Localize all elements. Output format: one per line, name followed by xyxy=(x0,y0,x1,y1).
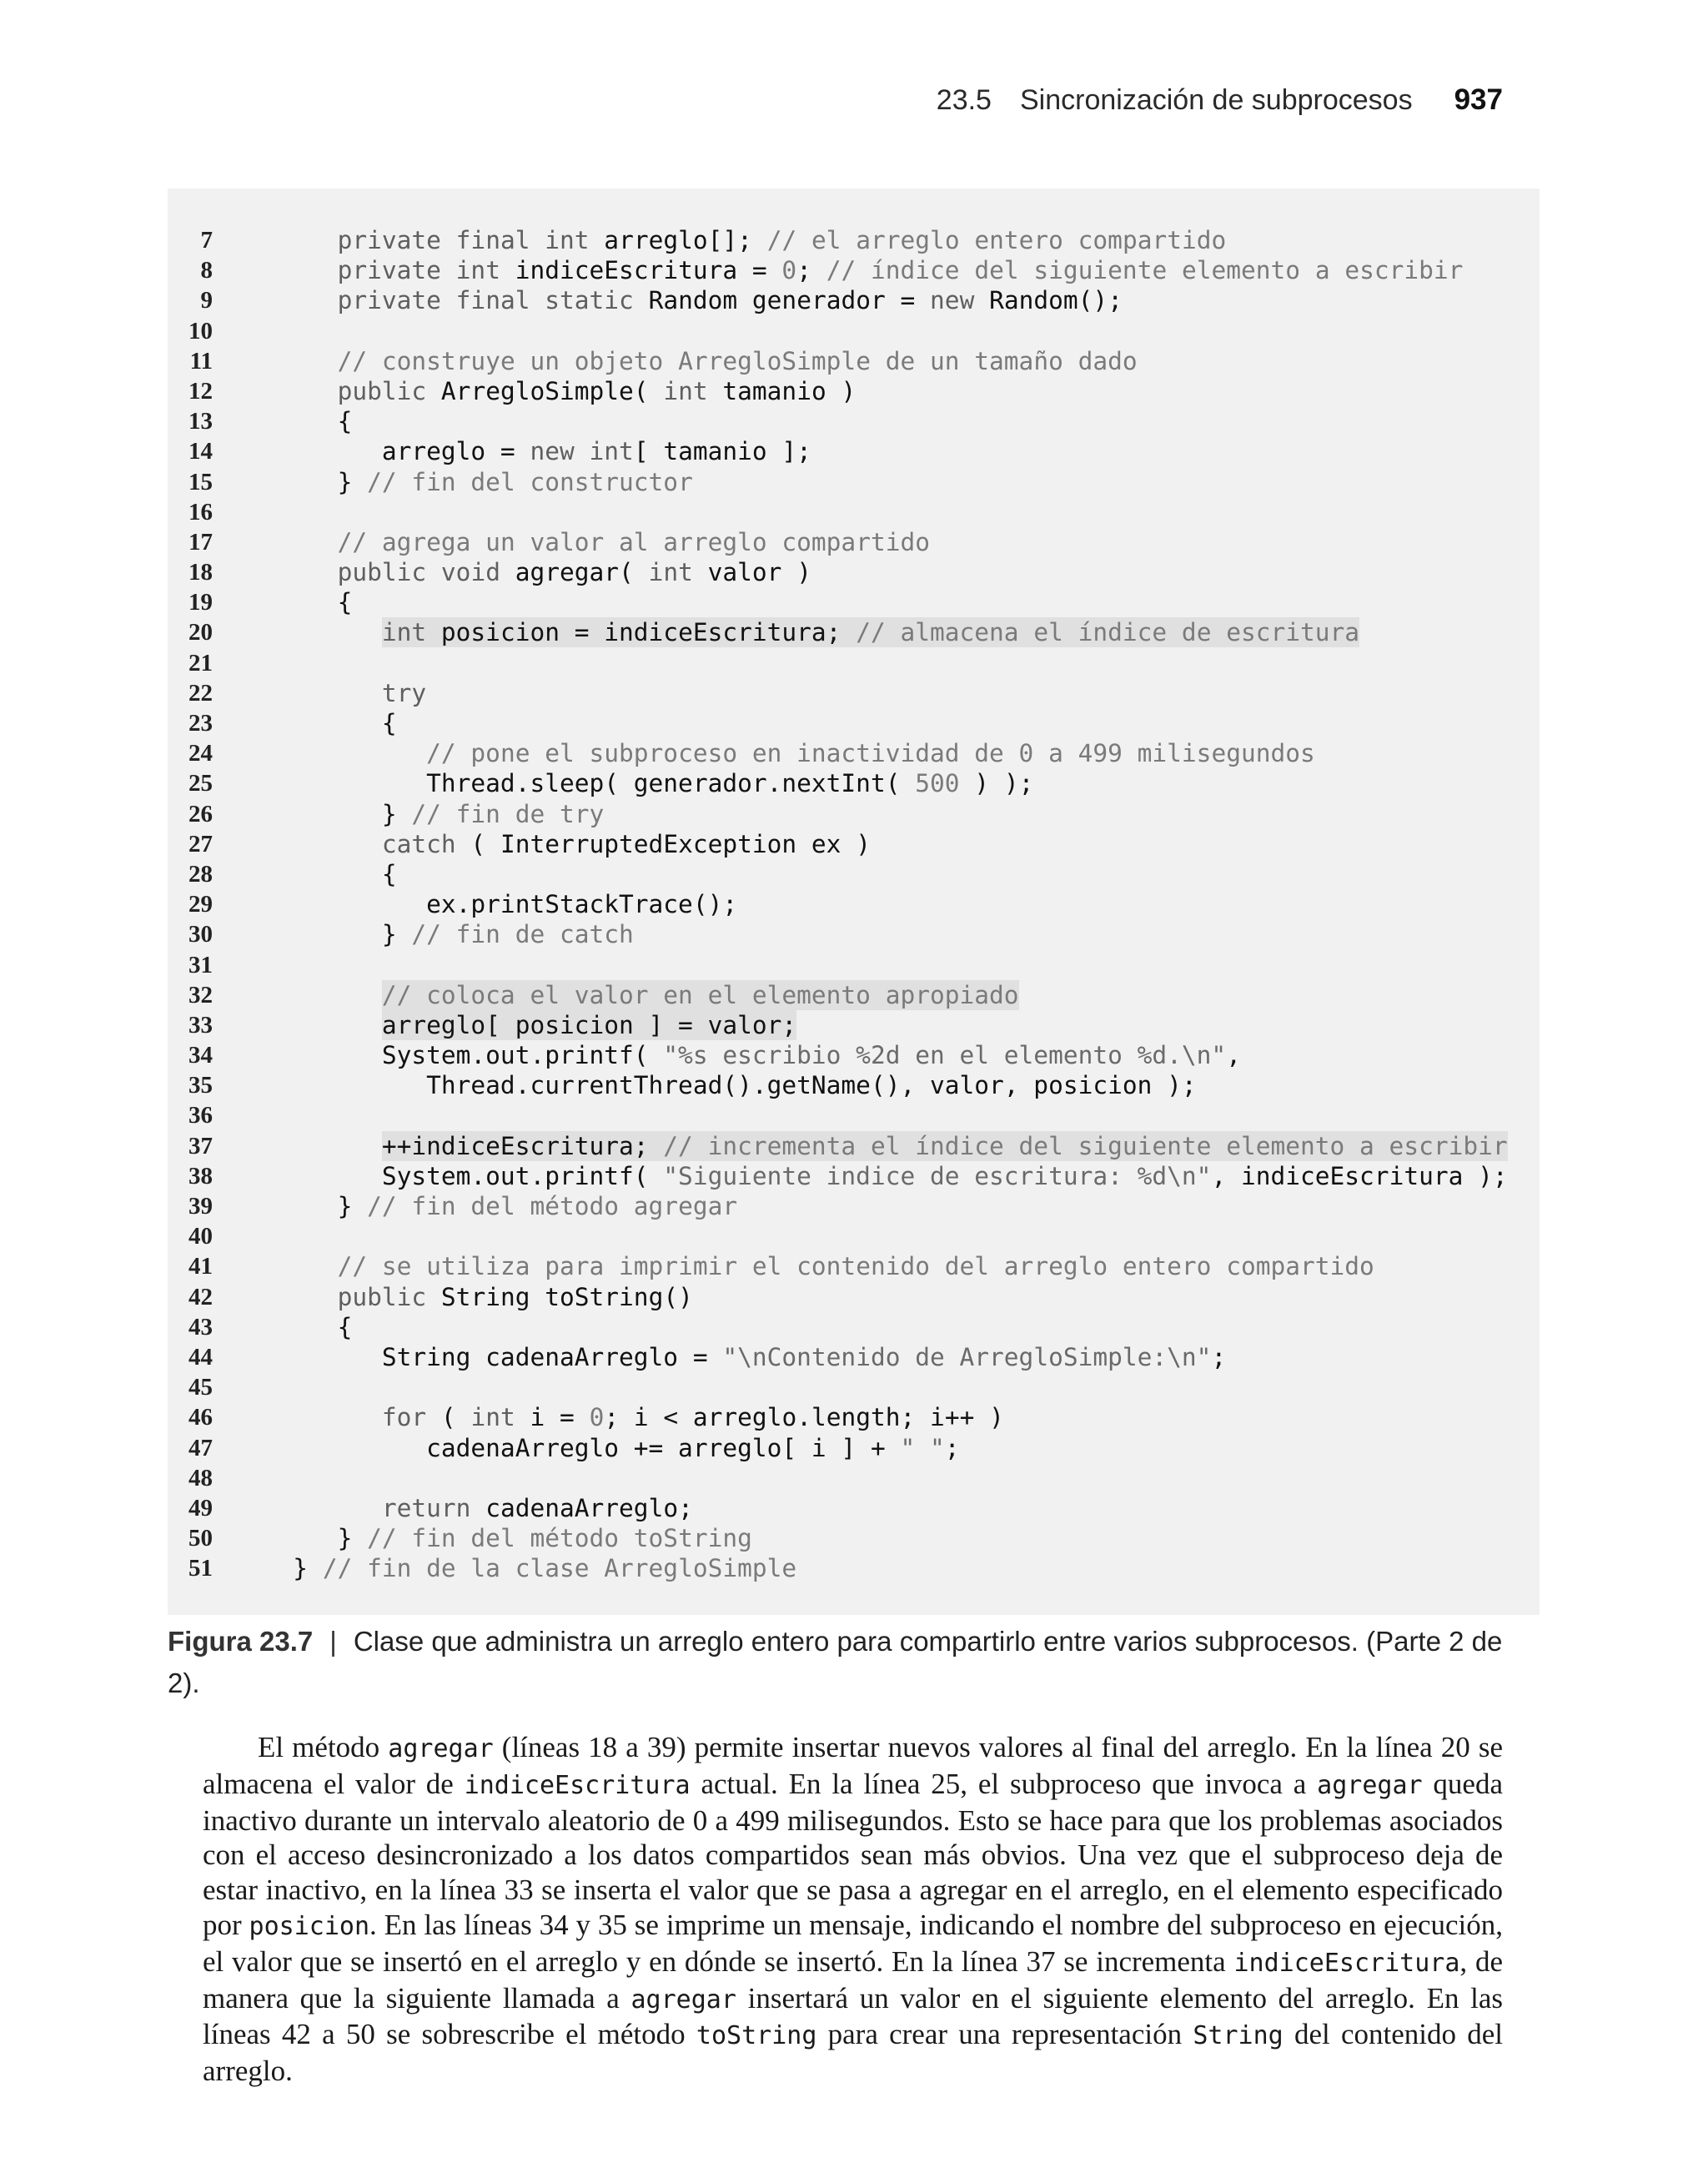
body-text-run: actual. En la línea 25, el subproceso que invoca a xyxy=(690,1767,1318,1800)
line-number: 12 xyxy=(188,377,213,405)
line-number: 23 xyxy=(188,710,213,737)
line-number: 43 xyxy=(188,1313,213,1341)
body-text-run: del contenido del arreglo. xyxy=(203,2018,1503,2088)
line-number: 38 xyxy=(188,1162,213,1190)
line-number: 31 xyxy=(188,951,213,978)
code-line xyxy=(168,1100,1540,1130)
code-text: return cadenaArreglo; xyxy=(381,1493,693,1522)
code-line xyxy=(168,829,1540,859)
line-number: 40 xyxy=(188,1223,213,1250)
figure-caption xyxy=(168,1621,1540,1704)
code-line xyxy=(168,497,1540,527)
line-number: 10 xyxy=(188,317,213,345)
inline-code: String xyxy=(1193,2021,1284,2051)
code-text: public ArregloSimple( int tamanio ) xyxy=(337,376,857,405)
code-line xyxy=(168,557,1540,587)
code-line xyxy=(168,1402,1540,1432)
code-text: Thread.currentThread().getName(), valor, posicion ); xyxy=(249,1071,1197,1100)
caption-text: Clase que administra un arreglo entero para compartirlo entre varios subprocesos. (Parte 2 de 2). xyxy=(168,1626,1503,1698)
code-text: try xyxy=(381,678,427,707)
code-text: } // fin del constructor xyxy=(249,467,693,496)
code-line xyxy=(168,678,1540,708)
inline-code: agregar xyxy=(630,1984,736,2015)
code-text: } // fin de catch xyxy=(249,920,634,949)
code-line xyxy=(168,1251,1540,1281)
code-text: // pone el subproceso en inactividad de 0 a 499 milisegundos xyxy=(426,739,1315,768)
code-line xyxy=(168,738,1540,768)
inline-code: indiceEscritura xyxy=(464,1770,691,1800)
line-number: 46 xyxy=(188,1404,213,1431)
code-text: int posicion = indiceEscritura; // almacena el índice de escritura xyxy=(381,618,1360,647)
line-number: 8 xyxy=(200,257,213,284)
code-text: { xyxy=(249,859,397,888)
code-text: cadenaArreglo += arreglo[ i ] + " "; xyxy=(249,1433,960,1462)
line-number: 27 xyxy=(188,830,213,858)
code-line xyxy=(168,1131,1540,1161)
line-number: 15 xyxy=(188,468,213,495)
code-line xyxy=(168,527,1540,557)
code-line xyxy=(168,859,1540,889)
code-text: for ( int i = 0; i < arreglo.length; i++ ) xyxy=(381,1403,1004,1432)
line-number: 25 xyxy=(188,770,213,797)
line-number: 37 xyxy=(188,1132,213,1159)
code-line xyxy=(168,768,1540,798)
inline-code: posicion xyxy=(249,1911,370,1941)
code-line xyxy=(168,799,1540,829)
line-number: 32 xyxy=(188,981,213,1009)
line-number: 41 xyxy=(188,1253,213,1280)
code-line xyxy=(168,1312,1540,1342)
code-text: catch ( InterruptedException ex ) xyxy=(381,829,871,858)
code-text: arreglo = new int[ tamanio ]; xyxy=(249,437,811,466)
inline-code: agregar xyxy=(1317,1770,1423,1800)
line-number: 20 xyxy=(188,619,213,646)
line-number: 7 xyxy=(200,227,213,254)
code-text: Thread.sleep( generador.nextInt( 500 ) ); xyxy=(249,769,1034,798)
running-header xyxy=(0,80,1503,120)
code-line xyxy=(168,467,1540,497)
line-number: 49 xyxy=(188,1494,213,1522)
code-text: String cadenaArreglo = "\nContenido de ArregloSimple:\n"; xyxy=(249,1342,1227,1371)
line-number: 47 xyxy=(188,1434,213,1461)
code-line xyxy=(168,919,1540,949)
code-text: // construye un objeto ArregloSimple de un tamaño dado xyxy=(337,346,1138,375)
code-text: ++indiceEscritura; // incrementa el índice del siguiente elemento a escribir xyxy=(381,1131,1508,1160)
section-title: Sincronización de subprocesos xyxy=(1019,84,1413,116)
code-text: public void agregar( int valor ) xyxy=(337,558,811,587)
code-line xyxy=(168,587,1540,617)
line-number: 24 xyxy=(188,740,213,767)
code-text: } // fin del método toString xyxy=(249,1524,752,1553)
code-line xyxy=(168,436,1540,466)
line-number: 16 xyxy=(188,498,213,526)
line-number: 18 xyxy=(188,559,213,586)
body-text-run: para crear una representación xyxy=(816,2018,1193,2051)
code-line xyxy=(168,1553,1540,1583)
body-text-run: queda inactivo durante un intervalo aleatorio de 0 a 499 milisegundos. Esto se hace para que los problemas asociados con el acceso desincronizado a los datos compartidos sean más obvios. Una vez que el subproceso deja de estar inactivo, en la línea 33 se inserta el valor que se pasa a agregar en el arreglo, en el elemento especificado por xyxy=(203,1767,1503,1941)
body-text-run: (líneas 18 a 39) permite insertar nuevos valores al final del arreglo. En la línea 20 se almacena el valor de xyxy=(203,1731,1504,1800)
code-text: // se utiliza para imprimir el contenido del arreglo entero compartido xyxy=(337,1252,1374,1281)
code-line xyxy=(168,1070,1540,1100)
code-text: private int indiceEscritura = 0; // índice del siguiente elemento a escribir xyxy=(337,256,1464,285)
code-line xyxy=(168,980,1540,1010)
code-line xyxy=(168,617,1540,647)
code-line xyxy=(168,285,1540,315)
section-number: 23.5 xyxy=(936,84,992,116)
page-number: 937 xyxy=(1454,83,1503,116)
code-line xyxy=(168,1282,1540,1312)
code-text: { xyxy=(249,407,353,436)
line-number: 45 xyxy=(188,1374,213,1401)
inline-code: agregar xyxy=(388,1734,494,1763)
code-text: } // fin de la clase ArregloSimple xyxy=(249,1554,797,1583)
body-paragraph xyxy=(203,1730,1503,2089)
code-text: // agrega un valor al arreglo compartido xyxy=(337,527,930,556)
code-text: // coloca el valor en el elemento apropiado xyxy=(381,980,1019,1009)
code-text: private final int arreglo[]; // el arreglo entero compartido xyxy=(337,226,1227,254)
code-text: private final static Random generador = new Random(); xyxy=(337,286,1123,315)
line-number: 34 xyxy=(188,1042,213,1069)
code-line xyxy=(168,648,1540,678)
code-text: { xyxy=(249,588,353,617)
inline-code: indiceEscritura xyxy=(1233,1948,1460,1978)
code-line xyxy=(168,225,1540,255)
code-text: public String toString() xyxy=(337,1282,693,1311)
code-line xyxy=(168,1191,1540,1221)
line-number: 17 xyxy=(188,528,213,556)
code-line xyxy=(168,1433,1540,1463)
code-text: { xyxy=(249,1312,353,1341)
line-number: 13 xyxy=(188,408,213,435)
line-number: 14 xyxy=(188,438,213,465)
body-text-run: . En las líneas 34 y 35 se imprime un mensaje, indicando el nombre del subproceso en ejecución, el valor que se insertó en el arreglo y en dónde se insertó. En la línea 37 se incrementa xyxy=(203,1908,1503,1978)
line-number: 22 xyxy=(188,679,213,707)
line-number: 30 xyxy=(188,921,213,948)
inline-code: toString xyxy=(696,2021,817,2051)
line-number: 19 xyxy=(188,589,213,616)
code-text: } // fin de try xyxy=(249,799,605,828)
line-number: 28 xyxy=(188,860,213,888)
code-text: System.out.printf( "%s escribio %2d en el elemento %d.\n", xyxy=(249,1041,1241,1070)
code-line xyxy=(168,406,1540,436)
body-text-run: , de manera que la siguiente llamada a xyxy=(203,1944,1503,2015)
code-text: arreglo[ posicion ] = valor; xyxy=(381,1010,797,1039)
code-line xyxy=(168,1040,1540,1070)
code-line xyxy=(168,1010,1540,1040)
line-number: 21 xyxy=(188,649,213,677)
line-number: 26 xyxy=(188,800,213,827)
caption-separator: | xyxy=(329,1626,337,1657)
code-line xyxy=(168,316,1540,346)
figure-label: Figura 23.7 xyxy=(168,1626,314,1657)
line-number: 35 xyxy=(188,1072,213,1099)
code-text: ex.printStackTrace(); xyxy=(249,890,738,919)
code-line xyxy=(168,346,1540,376)
code-text: { xyxy=(249,709,397,737)
line-number: 39 xyxy=(188,1193,213,1220)
code-line xyxy=(168,889,1540,919)
line-number: 33 xyxy=(188,1011,213,1039)
code-line xyxy=(168,1463,1540,1493)
line-number: 42 xyxy=(188,1283,213,1310)
body-text-run: insertará un valor en el siguiente elemento del arreglo. En las líneas 42 a 50 se sobrescribe el método xyxy=(203,1981,1504,2051)
code-line xyxy=(168,1221,1540,1251)
code-listing xyxy=(168,189,1540,1615)
line-number: 11 xyxy=(189,347,213,375)
code-lines xyxy=(168,225,1540,1583)
code-line xyxy=(168,708,1540,738)
code-line xyxy=(168,950,1540,980)
body-text-run: El método xyxy=(258,1731,389,1763)
line-number: 9 xyxy=(200,287,213,314)
code-line xyxy=(168,255,1540,285)
line-number: 36 xyxy=(188,1102,213,1129)
line-number: 44 xyxy=(188,1343,213,1371)
line-number: 50 xyxy=(188,1525,213,1552)
code-line xyxy=(168,1161,1540,1191)
code-text: System.out.printf( "Siguiente indice de escritura: %d\n", indiceEscritura ); xyxy=(249,1161,1508,1190)
code-line xyxy=(168,1523,1540,1553)
code-text: } // fin del método agregar xyxy=(249,1192,738,1220)
code-line xyxy=(168,1493,1540,1523)
code-line xyxy=(168,376,1540,406)
code-line xyxy=(168,1342,1540,1372)
line-number: 51 xyxy=(188,1555,213,1582)
line-number: 29 xyxy=(188,891,213,918)
code-line xyxy=(168,1372,1540,1402)
line-number: 48 xyxy=(188,1464,213,1491)
